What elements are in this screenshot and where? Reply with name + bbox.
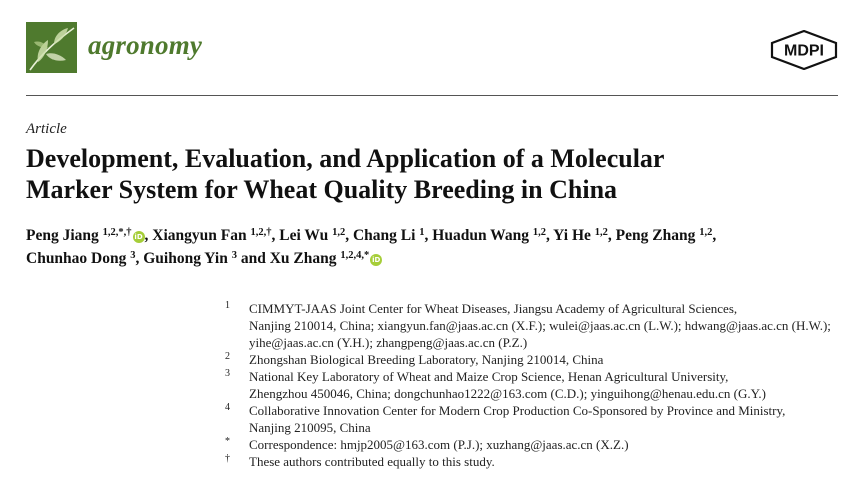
article-title: [26, 143, 816, 205]
affiliation-line: CIMMYT-JAAS Joint Center for Wheat Diseases, Jiangsu Academy of Agricultural Sciences,: [249, 301, 738, 316]
author-name[interactable]: Xu Zhang: [269, 250, 337, 267]
affiliation-item: [225, 300, 845, 351]
author-list: Peng Jiang $^{1,2,*,\dagger}$ iD , Xiangyun Fan $^{1,2,\dagger}$, Lei Wu $^{1,2}$, Chang Li $^1$, Huadun Wang $^{1,2}$, Yi He $^{1,2}$, Peng Zhang $^{1,2}$, Chunhao Dong $^3$, Guihong Yin $^3$ and Xu Zhang $^{1,2,4,*}$ iD: [26, 227, 717, 267]
affiliation-line: Nanjing 210014, China; xiangyun.fan@jaas.ac.cn (X.F.); wulei@jaas.ac.cn (L.W.); hdwang@jaas.ac.cn (H.W.);: [249, 318, 831, 333]
author-affiliation-sup: 1,2: [332, 227, 346, 238]
affiliation-mark: *: [225, 436, 230, 447]
equal-contribution-note: [225, 453, 845, 470]
orcid-icon[interactable]: iD: [372, 256, 381, 264]
affiliation-line: Correspondence: hmjp2005@163.com (P.J.); xuzhang@jaas.ac.cn (X.Z.): [249, 437, 629, 452]
author-affiliation-sup: 1,2,4,*: [340, 250, 370, 261]
affiliation-item: [225, 351, 845, 368]
author-name[interactable]: Lei Wu: [279, 227, 329, 244]
affiliation-item: [225, 368, 845, 402]
wheat-leaf-icon: [26, 22, 77, 73]
author-affiliation-sup: 1,2,*,†: [102, 227, 132, 238]
affiliation-mark: 4: [225, 402, 230, 413]
author-affiliation-sup: 1,2,†: [250, 227, 272, 238]
affiliation-line: Zhengzhou 450046, China; dongchunhao1222@163.com (C.D.); yinguihong@henau.edu.cn (G.Y.): [249, 386, 766, 401]
author-name[interactable]: Chang Li: [352, 227, 416, 244]
article-type: Article: [26, 121, 67, 137]
affiliation-line: These authors contributed equally to this study.: [249, 454, 495, 469]
author-affiliation-sup: 1: [419, 227, 425, 238]
author-name[interactable]: Guihong Yin: [143, 250, 228, 267]
affiliation-line: Zhongshan Biological Breeding Laboratory, Nanjing 210014, China: [249, 352, 604, 367]
affiliation-mark: †: [225, 453, 230, 464]
author-name[interactable]: Peng Zhang: [615, 227, 696, 244]
author-name[interactable]: Xiangyun Fan: [152, 227, 247, 244]
author-name[interactable]: Chunhao Dong: [26, 250, 127, 267]
affiliation-list: [225, 300, 845, 470]
author-name[interactable]: Huadun Wang: [432, 227, 529, 244]
author-affiliation-sup: 1,2: [532, 227, 546, 238]
affiliation-mark: 1: [225, 300, 230, 311]
affiliation-item: [225, 402, 845, 436]
affiliation-line: yihe@jaas.ac.cn (Y.H.); zhangpeng@jaas.ac.cn (P.Z.): [249, 335, 528, 350]
publisher-name: MDPI: [784, 42, 824, 60]
author-affiliation-sup: 1,2: [699, 227, 713, 238]
author-affiliation-sup: 1,2: [594, 227, 608, 238]
title-line: Development, Evaluation, and Application of a Molecular: [26, 144, 665, 173]
orcid-icon[interactable]: iD: [134, 233, 143, 241]
affiliation-line: Collaborative Innovation Center for Modern Crop Production Co-Sponsored by Province and Ministry,: [249, 403, 786, 418]
journal-logo[interactable]: [26, 22, 77, 73]
header-divider: [26, 95, 838, 96]
journal-name[interactable]: agronomy: [88, 30, 203, 60]
author-connector: and: [240, 250, 266, 267]
affiliation-line: National Key Laboratory of Wheat and Maize Crop Science, Henan Agricultural University,: [249, 369, 729, 384]
author-affiliation-sup: 3: [231, 250, 237, 261]
author-name[interactable]: Peng Jiang: [26, 227, 99, 244]
affiliation-mark: 3: [225, 368, 230, 379]
correspondence-note: [225, 436, 845, 453]
affiliation-line: Nanjing 210095, China: [249, 420, 371, 435]
author-name[interactable]: Yi He: [553, 227, 591, 244]
author-affiliation-sup: 3: [130, 250, 136, 261]
mdpi-logo[interactable]: [770, 30, 838, 70]
title-line: Marker System for Wheat Quality Breeding in China: [26, 175, 618, 204]
affiliation-mark: 2: [225, 351, 230, 362]
